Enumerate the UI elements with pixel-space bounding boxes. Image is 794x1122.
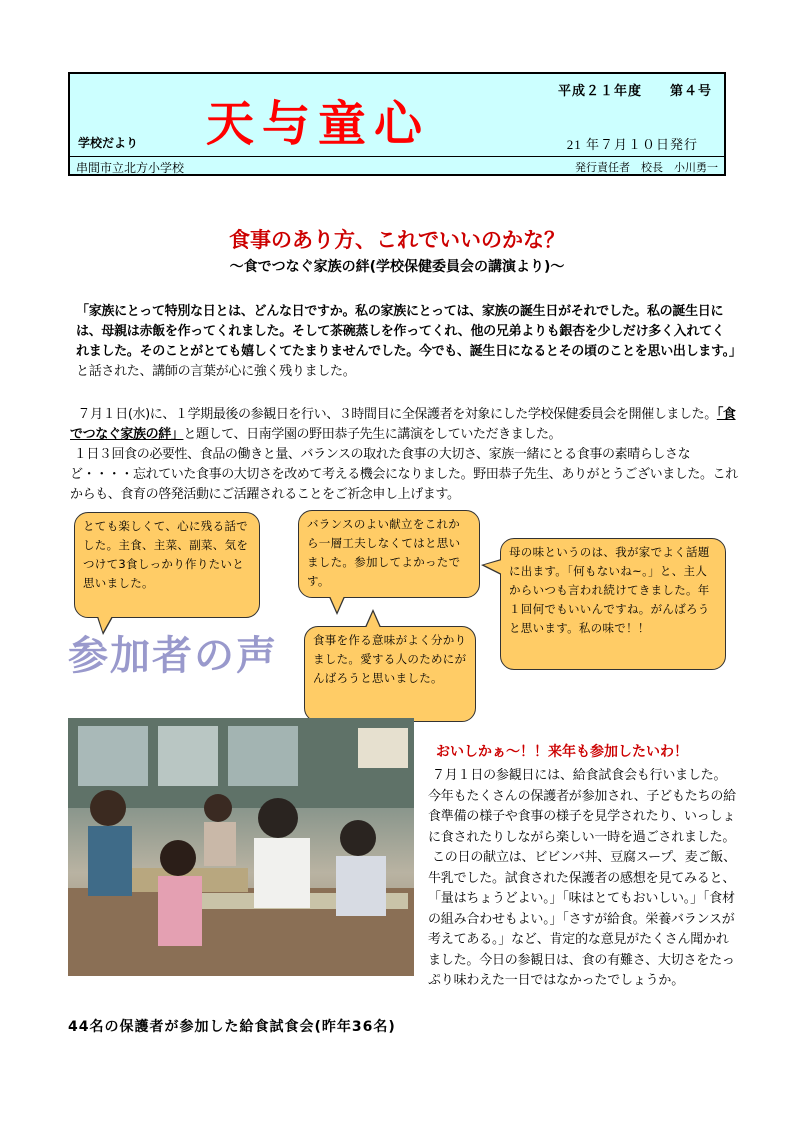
lunch-report <box>428 766 738 992</box>
bubble-text: とても楽しくて、心に残る話でした。主食、主菜、副菜、気をつけて3食しっかり作りたいと思いました。 <box>83 519 249 590</box>
newsletter-label: 学校だより <box>78 136 139 150</box>
publisher: 発行責任者 校長 小川勇一 <box>575 161 718 174</box>
school-lunch-photo <box>68 718 414 976</box>
speech-bubble-1 <box>74 512 260 618</box>
article-title: 食事のあり方、これでいいのかな？ <box>229 228 565 252</box>
quote-text: 「家族にとって特別な日とは、どんな日ですか。私の家族にとっては、家族の誕生日がそれでした。私の誕生日には、母親は赤飯を作ってくれました。そして茶碗蒸しを作ってくれ、他の兄弟よりも銀杏を少しだけ多く入れてくれました。そのことがとても嬉しくてたまりませんでした。今でも、誕生日になるとその頃のことを思い出します。」 <box>76 304 742 359</box>
quote-tail: と話された、講師の言葉が心に強く残りました。 <box>76 364 356 379</box>
lecture-report <box>70 405 740 505</box>
bubble-text: バランスのよい献立をこれから一層工夫しなくてはと思いました。参加してよかったです。 <box>307 517 461 588</box>
bubble-text: 母の味というのは、我が家でよく話題に出ます。「何もないね~。」と、主人からいつも言われ続けてきました。年１回何でもいいんですね。がんばろうと思います。私の味で！！ <box>509 545 710 635</box>
lunch-report-p2: この日の献立は、ビビンバ丼、豆腐スープ、麦ご飯、牛乳でした。試食された保護者の感想を見てみると、「量はちょうどよい。」「味はとてもおいしい。」「食材の組み合わせもよい。」「さすが給食。栄養バランスが考えてある。」など、肯定的な意見がたくさん聞かれました。今日の参観日は、食の有難さ、大切さをたっぷり味わえた一日ではなかったでしょうか。 <box>428 850 736 988</box>
lunch-report-p1: ７月１日の参観日には、給食試食会も行いました。今年もたくさんの保護者が参加され、子どもたちの給食準備の様子や食事の様子を見学されたり、いっしょに食されたりしながら楽しい一時を過ごされました。 <box>428 768 736 845</box>
photo-illustration <box>68 718 414 976</box>
bubble-tail-fill <box>98 616 112 632</box>
newsletter-title: 天与童心 <box>206 96 431 152</box>
bubble-tail-fill <box>484 560 502 574</box>
masthead <box>68 72 726 176</box>
article-subtitle: ～食でつなぐ家族の絆(学校保健委員会の講演より)～ <box>229 259 565 275</box>
lecture-quote <box>76 302 742 382</box>
bubble-tail-fill <box>330 596 344 612</box>
masthead-footer <box>70 156 724 177</box>
report-text-a: ７月１日(水)に、１学期最後の参観日を行い、３時間目に全保護者を対象にした学校保健委員会を開催しました。 <box>77 407 717 422</box>
speech-bubble-4 <box>304 626 476 722</box>
speech-bubble-2 <box>298 510 480 598</box>
bubble-tail-fill <box>366 612 380 628</box>
publish-date: 21 年７月１０日発行 <box>566 137 698 152</box>
bubble-text: 食事を作る意味がよく分かりました。愛する人のためにがんばろうと思いました。 <box>313 633 467 685</box>
section-heading: おいしかぁ～！！来年も参加したいわ！ <box>436 744 688 760</box>
lecture-theme: 「食でつなぐ家族の絆」 <box>70 407 736 442</box>
photo-caption: 44名の保護者が参加した給食試食会(昨年36名) <box>68 1019 396 1035</box>
report-text-b: と題して、日南学園の野田恭子先生に講演をしていただきました。 <box>183 427 562 442</box>
issue-info: 平成２１年度 第４号 <box>557 83 712 98</box>
speech-bubble-3 <box>500 538 726 670</box>
voices-title-main: 参加者の声 <box>68 633 278 679</box>
report-text-c: １日３回食の必要性、食品の働きと量、バランスの取れた食事の大切さ、家族一緒にとる食事の素晴らしさなど・・・・忘れていた食事の大切さを改めて考える機会になりました。野田恭子先生、ありがとうございました。これからも、食育の啓発活動にご活躍されることをご祈念申し上げます。 <box>70 447 738 502</box>
school-name: 串間市立北方小学校 <box>76 161 185 175</box>
